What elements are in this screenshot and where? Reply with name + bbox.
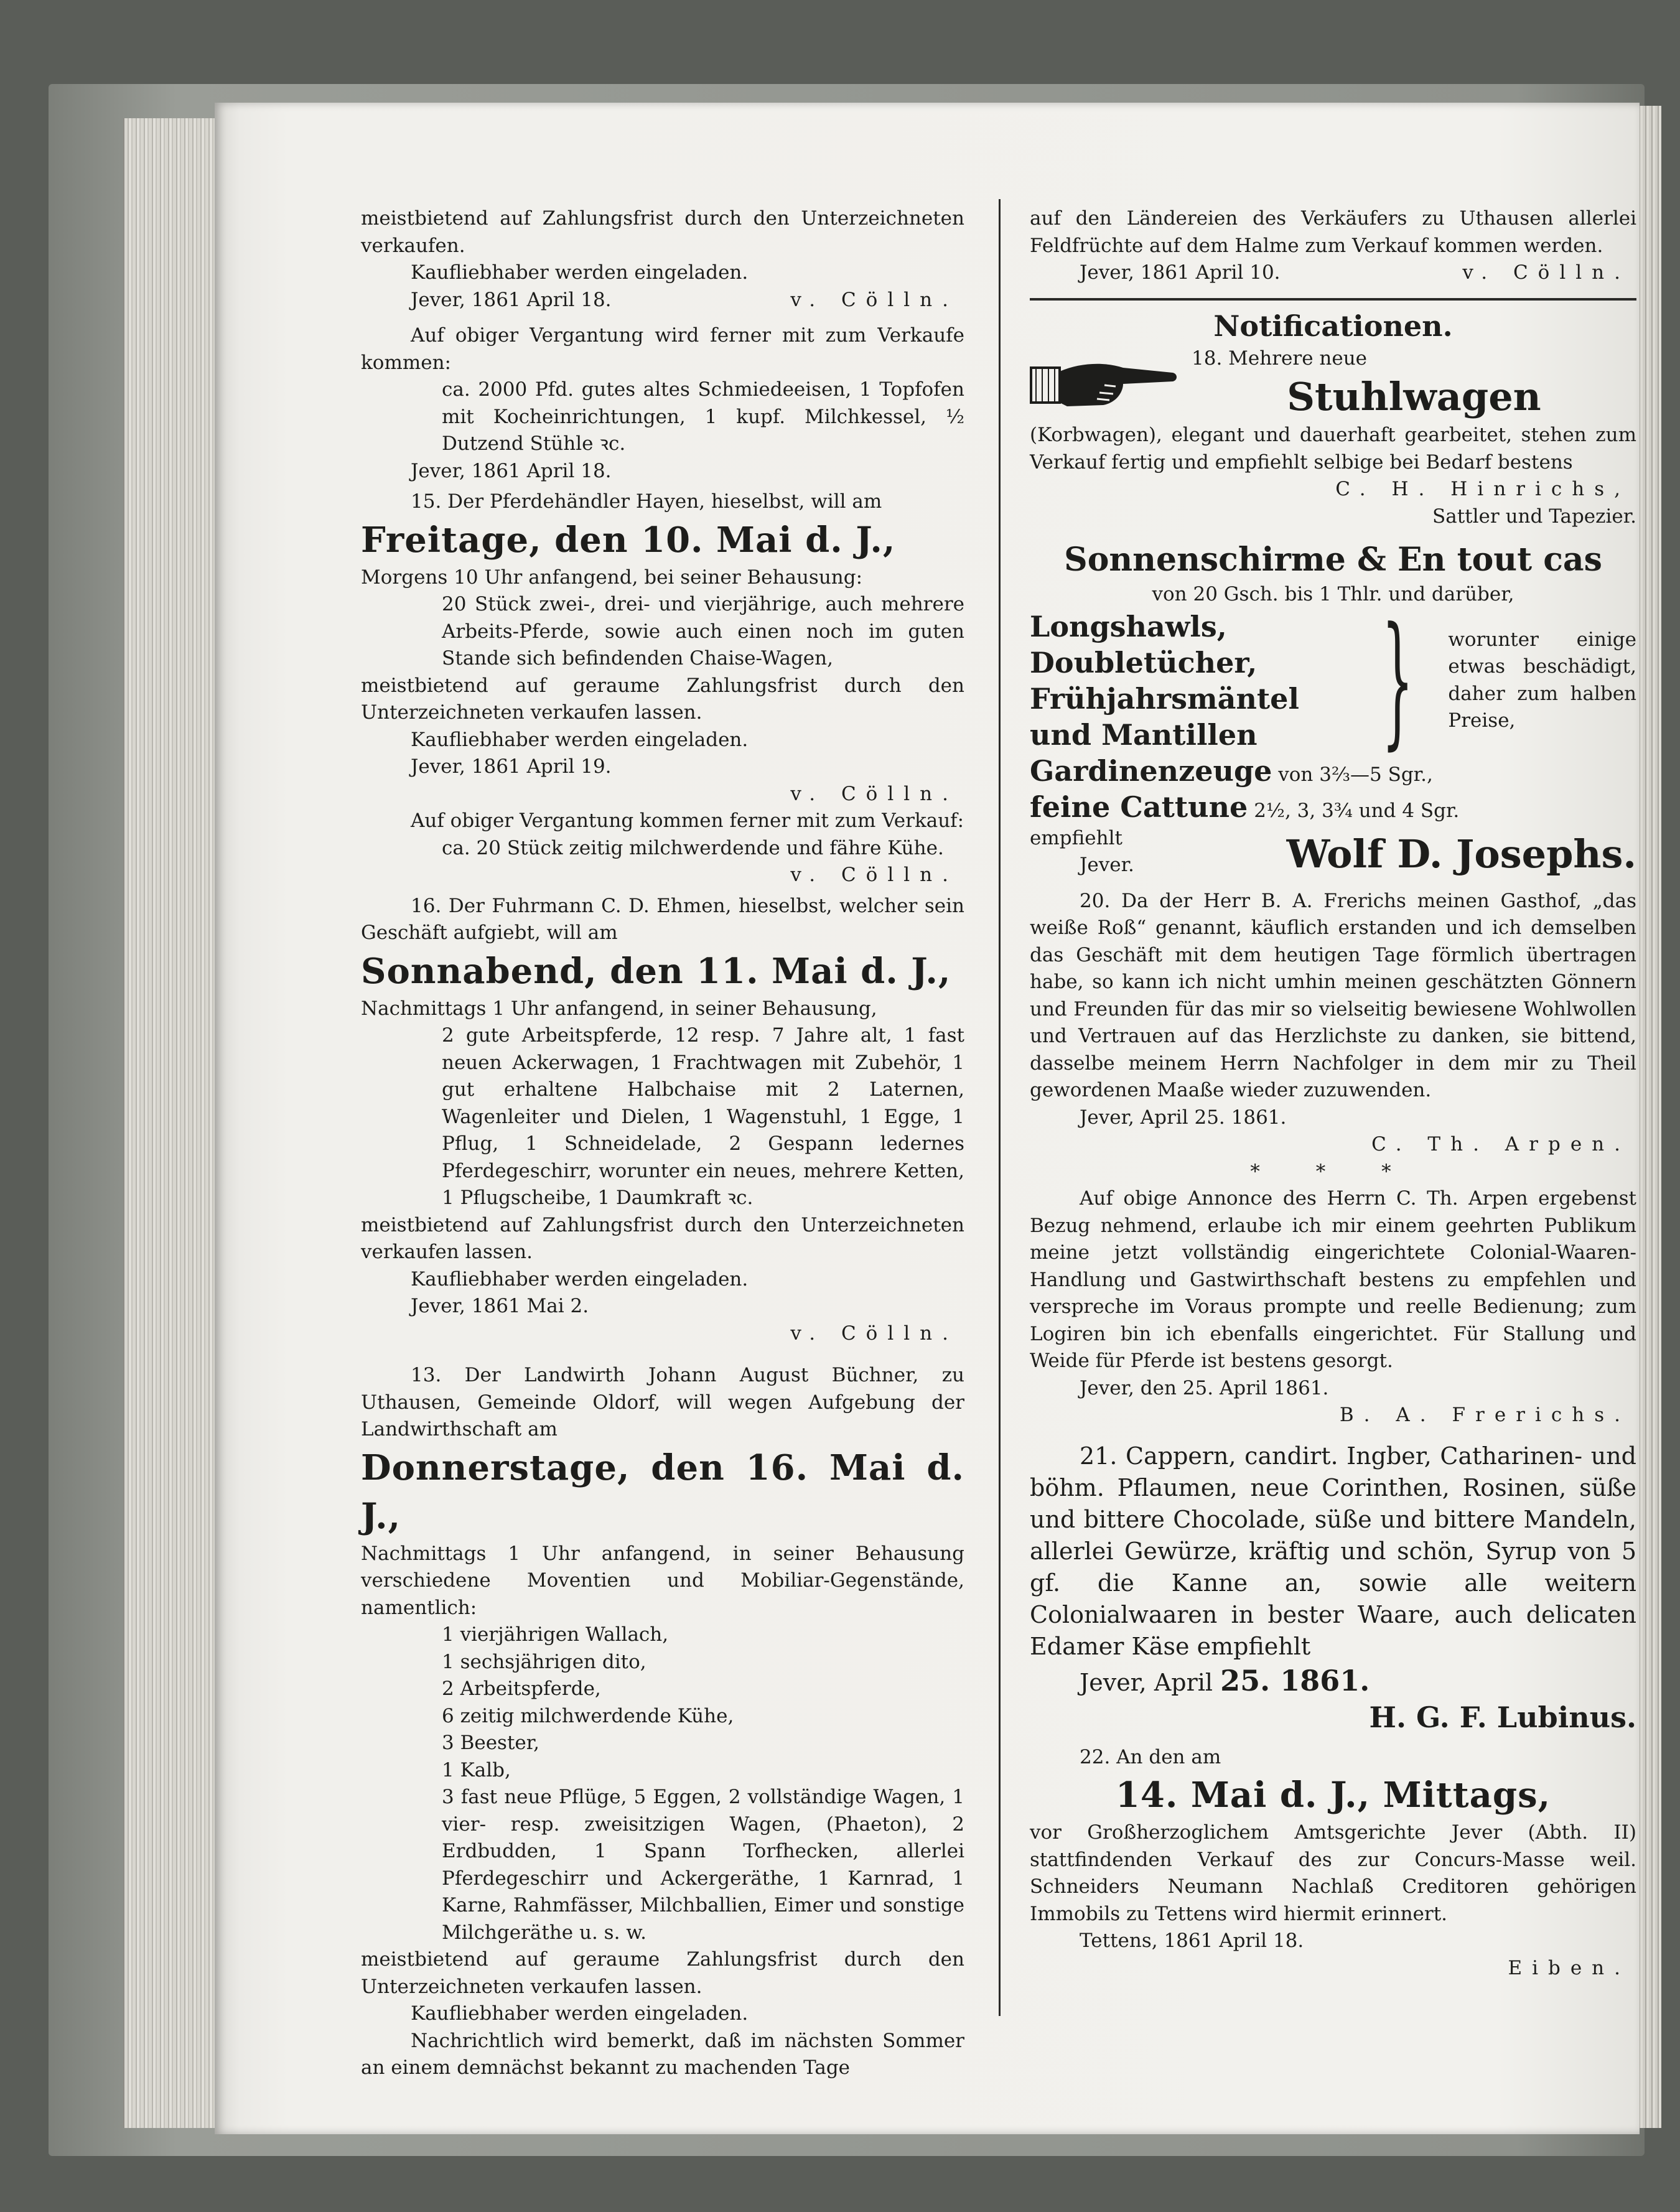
signature: C. Th. Arpen.: [1371, 1133, 1630, 1155]
item-list: 2 gute Arbeitspferde, 12 resp. 7 Jahre alt, 1 fast neuen Ackerwagen, 1 Frachtwagen mit Zubehör, 1 gut erhaltene Halbchaise mit 2 Laternen, Wagenleiter und Dielen, 1 Wagenstuhl, 1 Egge, 1 Pflug, 1 Schneidelade, 2 Gespann ledernes Pferdegeschirr, worunter ein neues, mehrere Ketten, 1 Pflugscheibe, 1 Daumkraft ꝛc.: [442, 1024, 964, 1209]
place-date: Jever, 1861 Mai 2.: [411, 1295, 589, 1317]
ad-item: Longshawls,: [1030, 609, 1227, 643]
notice-22: 22. An den am: [1080, 1745, 1221, 1768]
notice-text: vor Großherzoglichem Amtsgerichte Jever (Abth. II) stattfindenden Verkauf des zur Concurs-Masse weil. Schneiders Neumann Nachlaß Creditoren gehörigen Immobils zu Tettens wird hiermit erinnert.: [1030, 1821, 1636, 1925]
auction-time: Morgens 10 Uhr anfangend, bei seiner Behausung:: [361, 566, 863, 589]
date-emphasis: 25. 1861.: [1220, 1663, 1370, 1697]
signature: v. Cölln.: [790, 288, 958, 311]
product-title: Stuhlwagen: [1287, 374, 1541, 419]
invite-line: Kaufliebhaber werden eingeladen.: [411, 261, 749, 284]
ad-item: Gardinenzeuge: [1030, 754, 1272, 788]
ad-brace-group: [1030, 597, 1636, 763]
place-date: Jever, 1861 April 18.: [411, 459, 612, 482]
notice-text: meistbietend auf Zahlungsfrist durch den Unterzeichneten verkaufen lassen.: [361, 1213, 964, 1263]
signature: B. A. Frerichs.: [1339, 1404, 1630, 1426]
ad-price: von 20 Gsch. bis 1 Thlr. und darüber,: [1152, 583, 1514, 605]
section-title: Notificationen.: [1213, 309, 1453, 343]
list-item: 1 sechsjährigen dito,: [442, 1650, 646, 1673]
item-list: [361, 1622, 964, 1784]
notice-text: Auf obiger Vergantung wird ferner mit zum Verkaufe kommen:: [361, 324, 964, 374]
pointing-hand-icon: [1030, 354, 1179, 413]
place-date: Jever, 1861 April 18.: [411, 288, 612, 311]
notice-text: meistbietend auf geraume Zahlungsfrist durch den Unterzeichneten verkaufen lassen.: [361, 674, 964, 724]
signature: v. Cölln.: [790, 782, 958, 805]
signature: H. G. F. Lubinus.: [1369, 1700, 1636, 1734]
section-rule: [1030, 298, 1636, 301]
invite-line: Kaufliebhaber werden eingeladen.: [411, 728, 749, 751]
ad-note: worunter einige etwas beschädigt, daher zum halben Preise,: [1448, 628, 1636, 732]
item-list: 3 fast neue Pflüge, 5 Eggen, 2 vollständige Wagen, 1 vier- resp. zweisitzigen Wagen, (Phaeton), 2 Erdbudden, 1 Spann Torfhecken, allerlei Pferdegeschirr und Ackergeräthe, 1 Karnrad, 1 Karne, Rahmfässer, Milchballien, Eimer und sonstige Milchgeräthe u. s. w.: [442, 1786, 964, 1944]
list-item: 1 vierjährigen Wallach,: [442, 1623, 669, 1646]
place-date: Jever, April: [1080, 1668, 1213, 1696]
notice-18: 18. Mehrere neue: [1192, 347, 1368, 370]
separator-stars: * * *: [1250, 1160, 1416, 1183]
page-edges-left: [123, 118, 218, 2128]
auction-time: Nachmittags 1 Uhr anfangend, in seiner Behausung,: [361, 997, 877, 1020]
notice-21: 21. Cappern, candirt. Ingber, Catharinen- und böhm. Pflaumen, neue Corinthen, Rosinen, süße und bittere Chocolade, süße und bittere Mandeln, allerlei Gewürze, kräftig und schön, Syrup von 5 gf. die Kanne an, sowie alle weitern Colonialwaaren in bester Waare, auch delicaten Edamer Käse empfiehlt: [1030, 1442, 1636, 1660]
brace-glyph: }: [1381, 597, 1414, 763]
auction-date: Donnerstage, den 16. Mai d. J.,: [361, 1447, 964, 1537]
page-edges-right: [1636, 106, 1661, 2128]
auction-date: Sonnabend, den 11. Mai d. J.,: [361, 950, 951, 992]
notice-text: meistbietend auf geraume Zahlungsfrist durch den Unterzeichneten verkaufen lassen.: [361, 1948, 964, 1998]
signature: v. Cölln.: [1462, 261, 1630, 284]
merchant-name: Wolf D. Josephs.: [1286, 831, 1636, 877]
ad-item: Doubletücher,: [1030, 645, 1258, 679]
right-column: [1030, 205, 1636, 1982]
signature: v. Cölln.: [790, 1322, 958, 1345]
ad-item: feine Cattune: [1030, 790, 1248, 824]
place-date: Jever, den 25. April 1861.: [1080, 1376, 1329, 1399]
ad-item: und Mantillen: [1030, 717, 1258, 752]
list-item: 3 Beester,: [442, 1732, 540, 1754]
left-column: [361, 205, 964, 2082]
list-item: 1 Kalb,: [442, 1758, 511, 1781]
invite-line: Kaufliebhaber werden eingeladen.: [411, 2002, 749, 2025]
ad-price: von 3⅔—5 Sgr.,: [1278, 763, 1433, 786]
notice-text: Nachrichtlich wird bemerkt, daß im nächsten Sommer an einem demnächst bekannt zu machenden Tage: [361, 2029, 964, 2079]
signature: v. Cölln.: [790, 864, 958, 886]
invite-line: Kaufliebhaber werden eingeladen.: [411, 1267, 749, 1290]
place-date: Jever, 1861 April 10.: [1080, 261, 1281, 284]
ad-item: Frühjahrsmäntel: [1030, 681, 1299, 716]
notice-text: Auf obiger Vergantung kommen ferner mit zum Verkauf:: [411, 810, 964, 832]
place-date: Tettens, 1861 April 18.: [1080, 1930, 1304, 1952]
notice-20: 20. Da der Herr B. A. Frerichs meinen Gasthof, „das weiße Roß“ genannt, käuflich erstanden und ich demselben das Geschäft mit dem heutigen Tage förmlich übertragen habe, so kann ich nicht umhin meinen geschätzten Gönnern und Freunden für das mir so vielseitig bewiesene Wohlwollen und Vertrauen auf das Herzlichste zu danken, sie bittend, dasselbe meinem Herrn Nachfolger in dem mir zu Theil gewordenen Maaße wieder zuzuwenden.: [1030, 889, 1636, 1101]
notice-text: meistbietend auf Zahlungsfrist durch den Unterzeichneten verkaufen.: [361, 207, 964, 257]
notice-text: (Korbwagen), elegant und dauerhaft gearbeitet, stehen zum Verkauf fertig und empfiehlt selbige bei Bedarf bestens: [1030, 424, 1636, 474]
place-date: Jever, April 25. 1861.: [1080, 1106, 1287, 1129]
item-list: ca. 2000 Pfd. gutes altes Schmiedeeisen, 1 Topfofen mit Kocheinrichtungen, 1 kupf. Milchkessel, ½ Dutzend Stühle ꝛc.: [442, 378, 964, 455]
signature: C. H. Hinrichs,: [1335, 478, 1630, 500]
signature: Eiben.: [1508, 1956, 1630, 1979]
notice-text: auf den Ländereien des Verkäufers zu Uthausen allerlei Feldfrüchte auf dem Halme zum Verkauf kommen werden.: [1030, 207, 1636, 257]
notice-text: Auf obige Annonce des Herrn C. Th. Arpen ergebenst Bezug nehmend, erlaube ich mir einem geehrten Publikum meine jetzt vollständig eingerichtete Colonial-Waaren-Handlung und Gastwirthschaft bestens zu empfehlen und verspreche im Voraus prompte und reelle Bedienung; zum Logiren bin ich ebenfalls eingerichtet. Für Stallung und Weide für Pferde ist bestens gesorgt.: [1030, 1187, 1636, 1372]
item-list: ca. 20 Stück zeitig milchwerdende und fähre Kühe.: [442, 836, 944, 859]
list-item: 6 zeitig milchwerdende Kühe,: [442, 1704, 734, 1727]
list-item: 2 Arbeitspferde,: [442, 1678, 601, 1700]
auction-time: Nachmittags 1 Uhr anfangend, in seiner Behausung verschiedene Moventien und Mobiliar-Gegenstände, namentlich:: [361, 1542, 964, 1619]
signature-role: Sattler und Tapezier.: [1432, 505, 1636, 528]
ad-empfiehlt: empfiehlt: [1030, 826, 1122, 849]
item-list: 20 Stück zwei-, drei- und vierjährige, auch mehrere Arbeits-Pferde, sowie auch einen noch im guten Stande sich befindenden Chaise-Wagen,: [442, 593, 964, 670]
auction-date: Freitage, den 10. Mai d. J.,: [361, 519, 896, 561]
place-date: Jever, 1861 April 19.: [411, 755, 612, 778]
notice-13: 13. Der Landwirth Johann August Büchner, zu Uthausen, Gemeinde Oldorf, will wegen Aufgebung der Landwirthschaft am: [361, 1364, 964, 1440]
notice-15: 15. Der Pferdehändler Hayen, hieselbst, will am: [411, 490, 882, 513]
column-divider: [999, 199, 1001, 2016]
ad-title: Sonnenschirme & En tout cas: [1064, 541, 1602, 579]
place: Jever.: [1080, 854, 1134, 876]
notice-16: 16. Der Fuhrmann C. D. Ehmen, hieselbst, welcher sein Geschäft aufgiebt, will am: [361, 894, 964, 944]
ad-price: 2½, 3, 3¾ und 4 Sgr.: [1254, 799, 1460, 822]
auction-date: 14. Mai d. J., Mittags,: [1115, 1775, 1551, 1816]
